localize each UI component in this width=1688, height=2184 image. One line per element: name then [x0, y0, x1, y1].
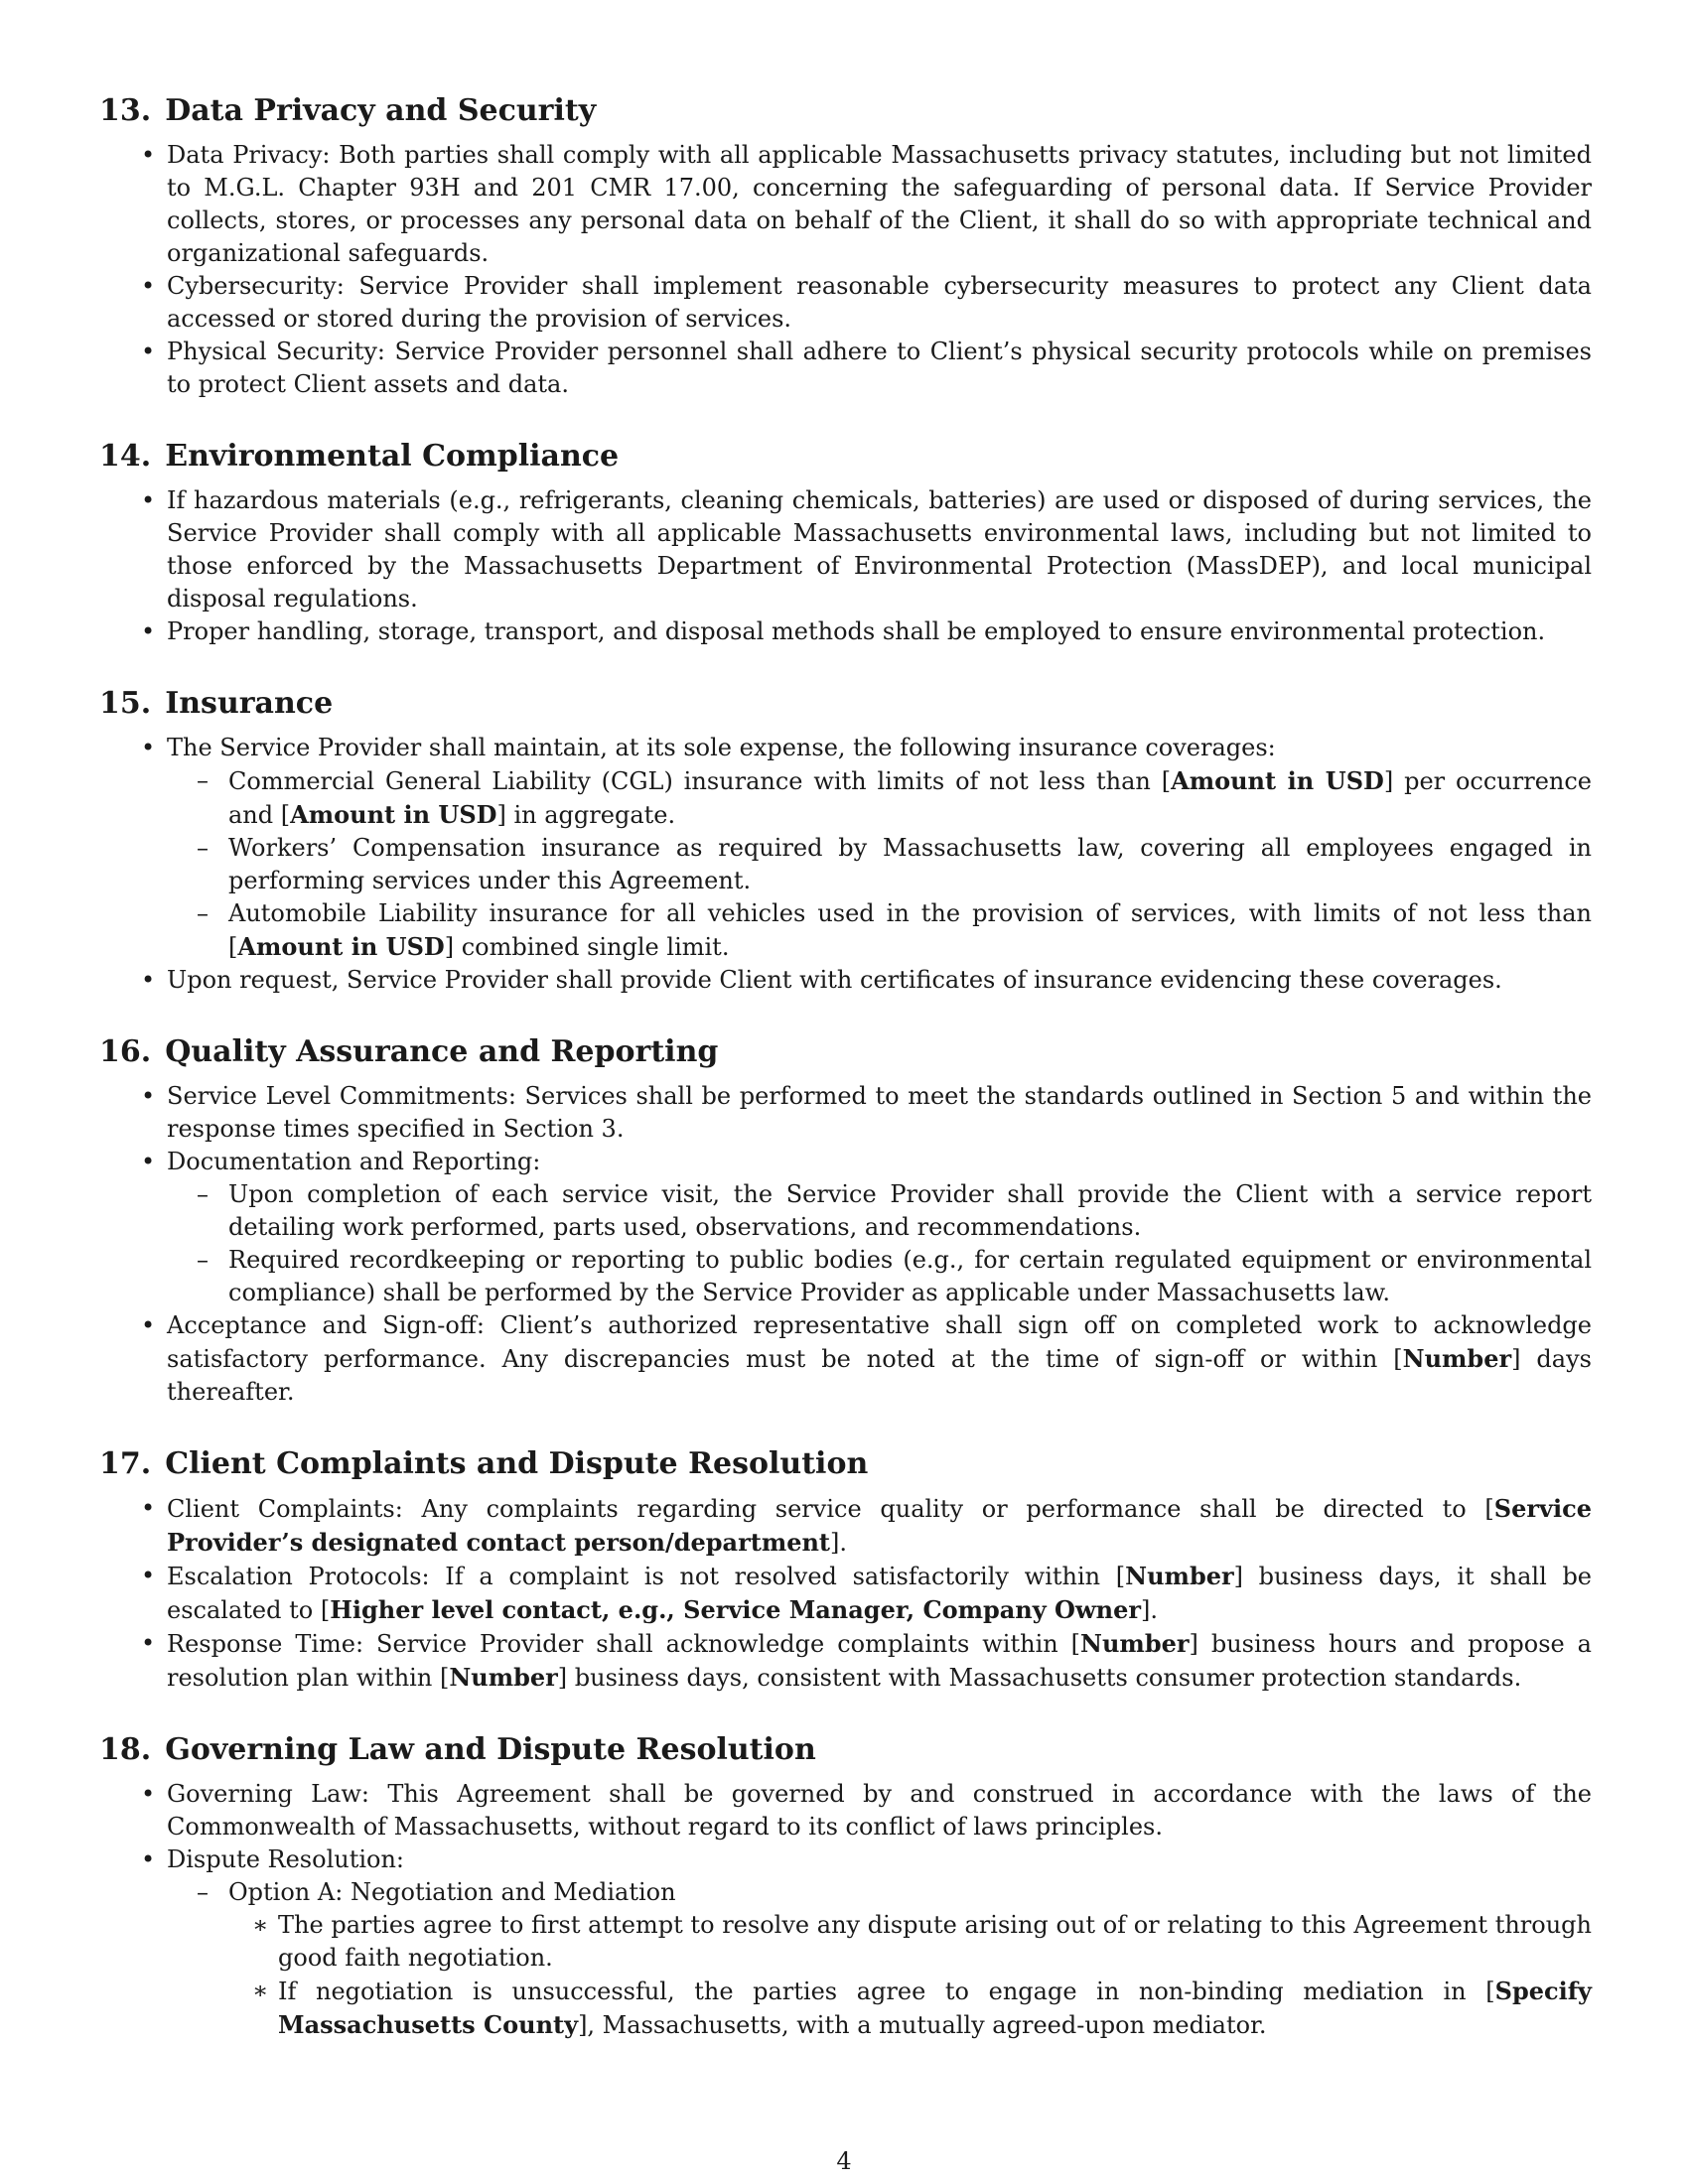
- bullet-item: [99, 1843, 1592, 2042]
- bullet-list: [99, 139, 1592, 401]
- bullet-item: [99, 732, 1592, 964]
- text-segment: Service Level Commitments: Services shall be performed to meet the standards outlined in Section 5 and within the response times specified in Section 3.: [167, 1082, 1592, 1143]
- section-heading: [99, 684, 1592, 724]
- text-segment: The Service Provider shall maintain, at its sole expense, the following insurance coverages:: [167, 734, 1276, 761]
- placeholder-field: Number: [449, 1663, 558, 1692]
- text-segment: Upon request, Service Provider shall provide Client with certificates of insurance evidencing these coverages.: [167, 966, 1502, 994]
- section-16: [99, 1032, 1592, 1409]
- section-number: 14.: [99, 439, 152, 474]
- bullet-item: [99, 1309, 1592, 1409]
- placeholder-field: Amount in USD: [290, 800, 497, 829]
- text-segment: ].: [830, 1529, 848, 1557]
- text-segment: Documentation and Reporting:: [167, 1148, 541, 1175]
- text-segment: Dispute Resolution:: [167, 1845, 405, 1873]
- text-segment: If hazardous materials (e.g., refrigerants, cleaning chemicals, batteries) are used or disposed of during services, the Service Provider shall comply with all applicable Massachusetts environmental laws, including but not limited to those enforced by the Massachusetts Department of Environmental Protection (MassDEP), and local municipal disposal regulations.: [167, 486, 1592, 613]
- section-title: Client Complaints and Dispute Resolution: [165, 1446, 869, 1481]
- section-number: 15.: [99, 686, 152, 721]
- bullet-item: [99, 139, 1592, 270]
- section-13: [99, 91, 1592, 401]
- text-segment: ].: [1140, 1596, 1158, 1624]
- bullet-item: [99, 270, 1592, 336]
- text-segment: ] business days, consistent with Massachusetts consumer protection standards.: [557, 1664, 1522, 1692]
- section-number: 18.: [99, 1732, 152, 1767]
- text-segment: ] business days, it shall be escalated to [: [167, 1563, 1593, 1624]
- text-segment: ] business hours and propose a resolution plan within [: [167, 1630, 1592, 1692]
- section-title: Environmental Compliance: [165, 439, 620, 474]
- bullet-item: [99, 1560, 1592, 1627]
- sub-sub-bullet-item: [228, 1975, 1592, 2042]
- bullet-item: [99, 1778, 1592, 1843]
- section-14: [99, 437, 1592, 648]
- sub-bullet-item: [167, 1244, 1592, 1309]
- sub-list: [167, 1178, 1592, 1309]
- section-heading: [99, 1032, 1592, 1072]
- section-title: Data Privacy and Security: [165, 93, 597, 128]
- page-number: 4: [836, 2147, 852, 2175]
- bullet-item: [99, 336, 1592, 401]
- bullet-item: [99, 615, 1592, 648]
- text-segment: Governing Law: This Agreement shall be governed by and construed in accordance with the laws of the Commonwealth of Massachusetts, without regard to its conflict of laws principles.: [167, 1780, 1592, 1841]
- text-segment: Workers’ Compensation insurance as required by Massachusetts law, covering all employees engaged in performing services under this Agreement.: [228, 834, 1592, 894]
- placeholder-field: Number: [1080, 1629, 1190, 1658]
- text-segment: Option A: Negotiation and Mediation: [228, 1878, 676, 1906]
- section-number: 16.: [99, 1034, 152, 1069]
- text-segment: Upon completion of each service visit, the Service Provider shall provide the Client with a service report detailing work performed, parts used, observations, and recommendations.: [228, 1180, 1592, 1241]
- bullet-item: [99, 484, 1592, 615]
- text-segment: Proper handling, storage, transport, and disposal methods shall be employed to ensure environmental protection.: [167, 617, 1546, 645]
- bullet-item: [99, 964, 1592, 997]
- sub-list: [167, 1876, 1592, 2042]
- section-heading: [99, 1730, 1592, 1770]
- placeholder-field: Specify Massachusetts County: [278, 1977, 1592, 2039]
- section-number: 17.: [99, 1446, 152, 1481]
- sub-bullet-item: [167, 832, 1592, 897]
- text-segment: Acceptance and Sign-off: Client’s authorized representative shall sign off on completed work to acknowledge satisfactory performance. Any discrepancies must be noted at the time of sign-off or within [: [167, 1311, 1592, 1373]
- text-segment: Cybersecurity: Service Provider shall implement reasonable cybersecurity measures to protect any Client data accessed or stored during the provision of services.: [167, 272, 1592, 333]
- placeholder-field: Number: [1402, 1344, 1512, 1373]
- section-title: Insurance: [165, 686, 334, 721]
- placeholder-field: Number: [1125, 1562, 1234, 1590]
- placeholder-field: Higher level contact, e.g., Service Manager, Company Owner: [330, 1595, 1141, 1624]
- section-title: Governing Law and Dispute Resolution: [165, 1732, 816, 1767]
- text-segment: ] combined single limit.: [444, 933, 730, 961]
- bullet-list: [99, 1080, 1592, 1409]
- bullet-item: [99, 1080, 1592, 1146]
- placeholder-field: Amount in USD: [1171, 766, 1384, 795]
- section-15: [99, 684, 1592, 997]
- sub-bullet-item: [167, 1876, 1592, 2042]
- bullet-item: [99, 1627, 1592, 1695]
- text-segment: Commercial General Liability (CGL) insurance with limits of not less than [: [228, 767, 1172, 795]
- text-segment: ], Massachusetts, with a mutually agreed-upon mediator.: [578, 2011, 1267, 2039]
- document-page: [99, 91, 1592, 2078]
- sub-sub-bullet-item: [228, 1909, 1592, 1975]
- sub-sub-list: [228, 1909, 1592, 2042]
- section-number: 13.: [99, 93, 152, 128]
- text-segment: Automobile Liability insurance for all vehicles used in the provision of services, with limits of not less than [: [228, 899, 1592, 961]
- bullet-list: [99, 1492, 1592, 1695]
- text-segment: ] in aggregate.: [496, 801, 676, 829]
- bullet-item: [99, 1492, 1592, 1560]
- section-heading: [99, 91, 1592, 131]
- bullet-list: [99, 484, 1592, 648]
- sub-bullet-item: [167, 897, 1592, 964]
- text-segment: The parties agree to first attempt to resolve any dispute arising out of or relating to this Agreement through good faith negotiation.: [278, 1911, 1592, 1972]
- text-segment: Escalation Protocols: If a complaint is not resolved satisfactorily within [: [167, 1563, 1126, 1590]
- section-title: Quality Assurance and Reporting: [165, 1034, 719, 1069]
- text-segment: Physical Security: Service Provider personnel shall adhere to Client’s physical security protocols while on premises to protect Client assets and data.: [167, 338, 1592, 398]
- placeholder-field: Amount in USD: [237, 932, 445, 961]
- section-heading: [99, 1444, 1592, 1484]
- text-segment: ] days thereafter.: [167, 1345, 1592, 1406]
- bullet-item: [99, 1146, 1592, 1309]
- text-segment: ] per occurrence and [: [228, 767, 1593, 829]
- section-17: [99, 1444, 1592, 1695]
- text-segment: Response Time: Service Provider shall acknowledge complaints within [: [167, 1630, 1081, 1658]
- bullet-list: [99, 1778, 1592, 2042]
- sub-bullet-item: [167, 1178, 1592, 1244]
- text-segment: If negotiation is unsuccessful, the parties agree to engage in non-binding mediation in [: [278, 1978, 1495, 2005]
- sub-list: [167, 764, 1592, 964]
- text-segment: Client Complaints: Any complaints regarding service quality or performance shall be directed to [: [167, 1495, 1494, 1523]
- placeholder-field: Service Provider’s designated contact person/department: [167, 1494, 1592, 1557]
- text-segment: Required recordkeeping or reporting to public bodies (e.g., for certain regulated equipment or environmental compliance) shall be performed by the Service Provider as applicable under Massachusetts law.: [228, 1246, 1592, 1306]
- section-18: [99, 1730, 1592, 2042]
- section-heading: [99, 437, 1592, 477]
- bullet-list: [99, 732, 1592, 997]
- sub-bullet-item: [167, 764, 1592, 832]
- text-segment: Data Privacy: Both parties shall comply with all applicable Massachusetts privacy statutes, including but not limited to M.G.L. Chapter 93H and 201 CMR 17.00, concerning the safeguarding of personal data. If Service Provider collects, stores, or processes any personal data on behalf of the Client, it shall do so with appropriate technical and organizational safeguards.: [167, 141, 1592, 267]
